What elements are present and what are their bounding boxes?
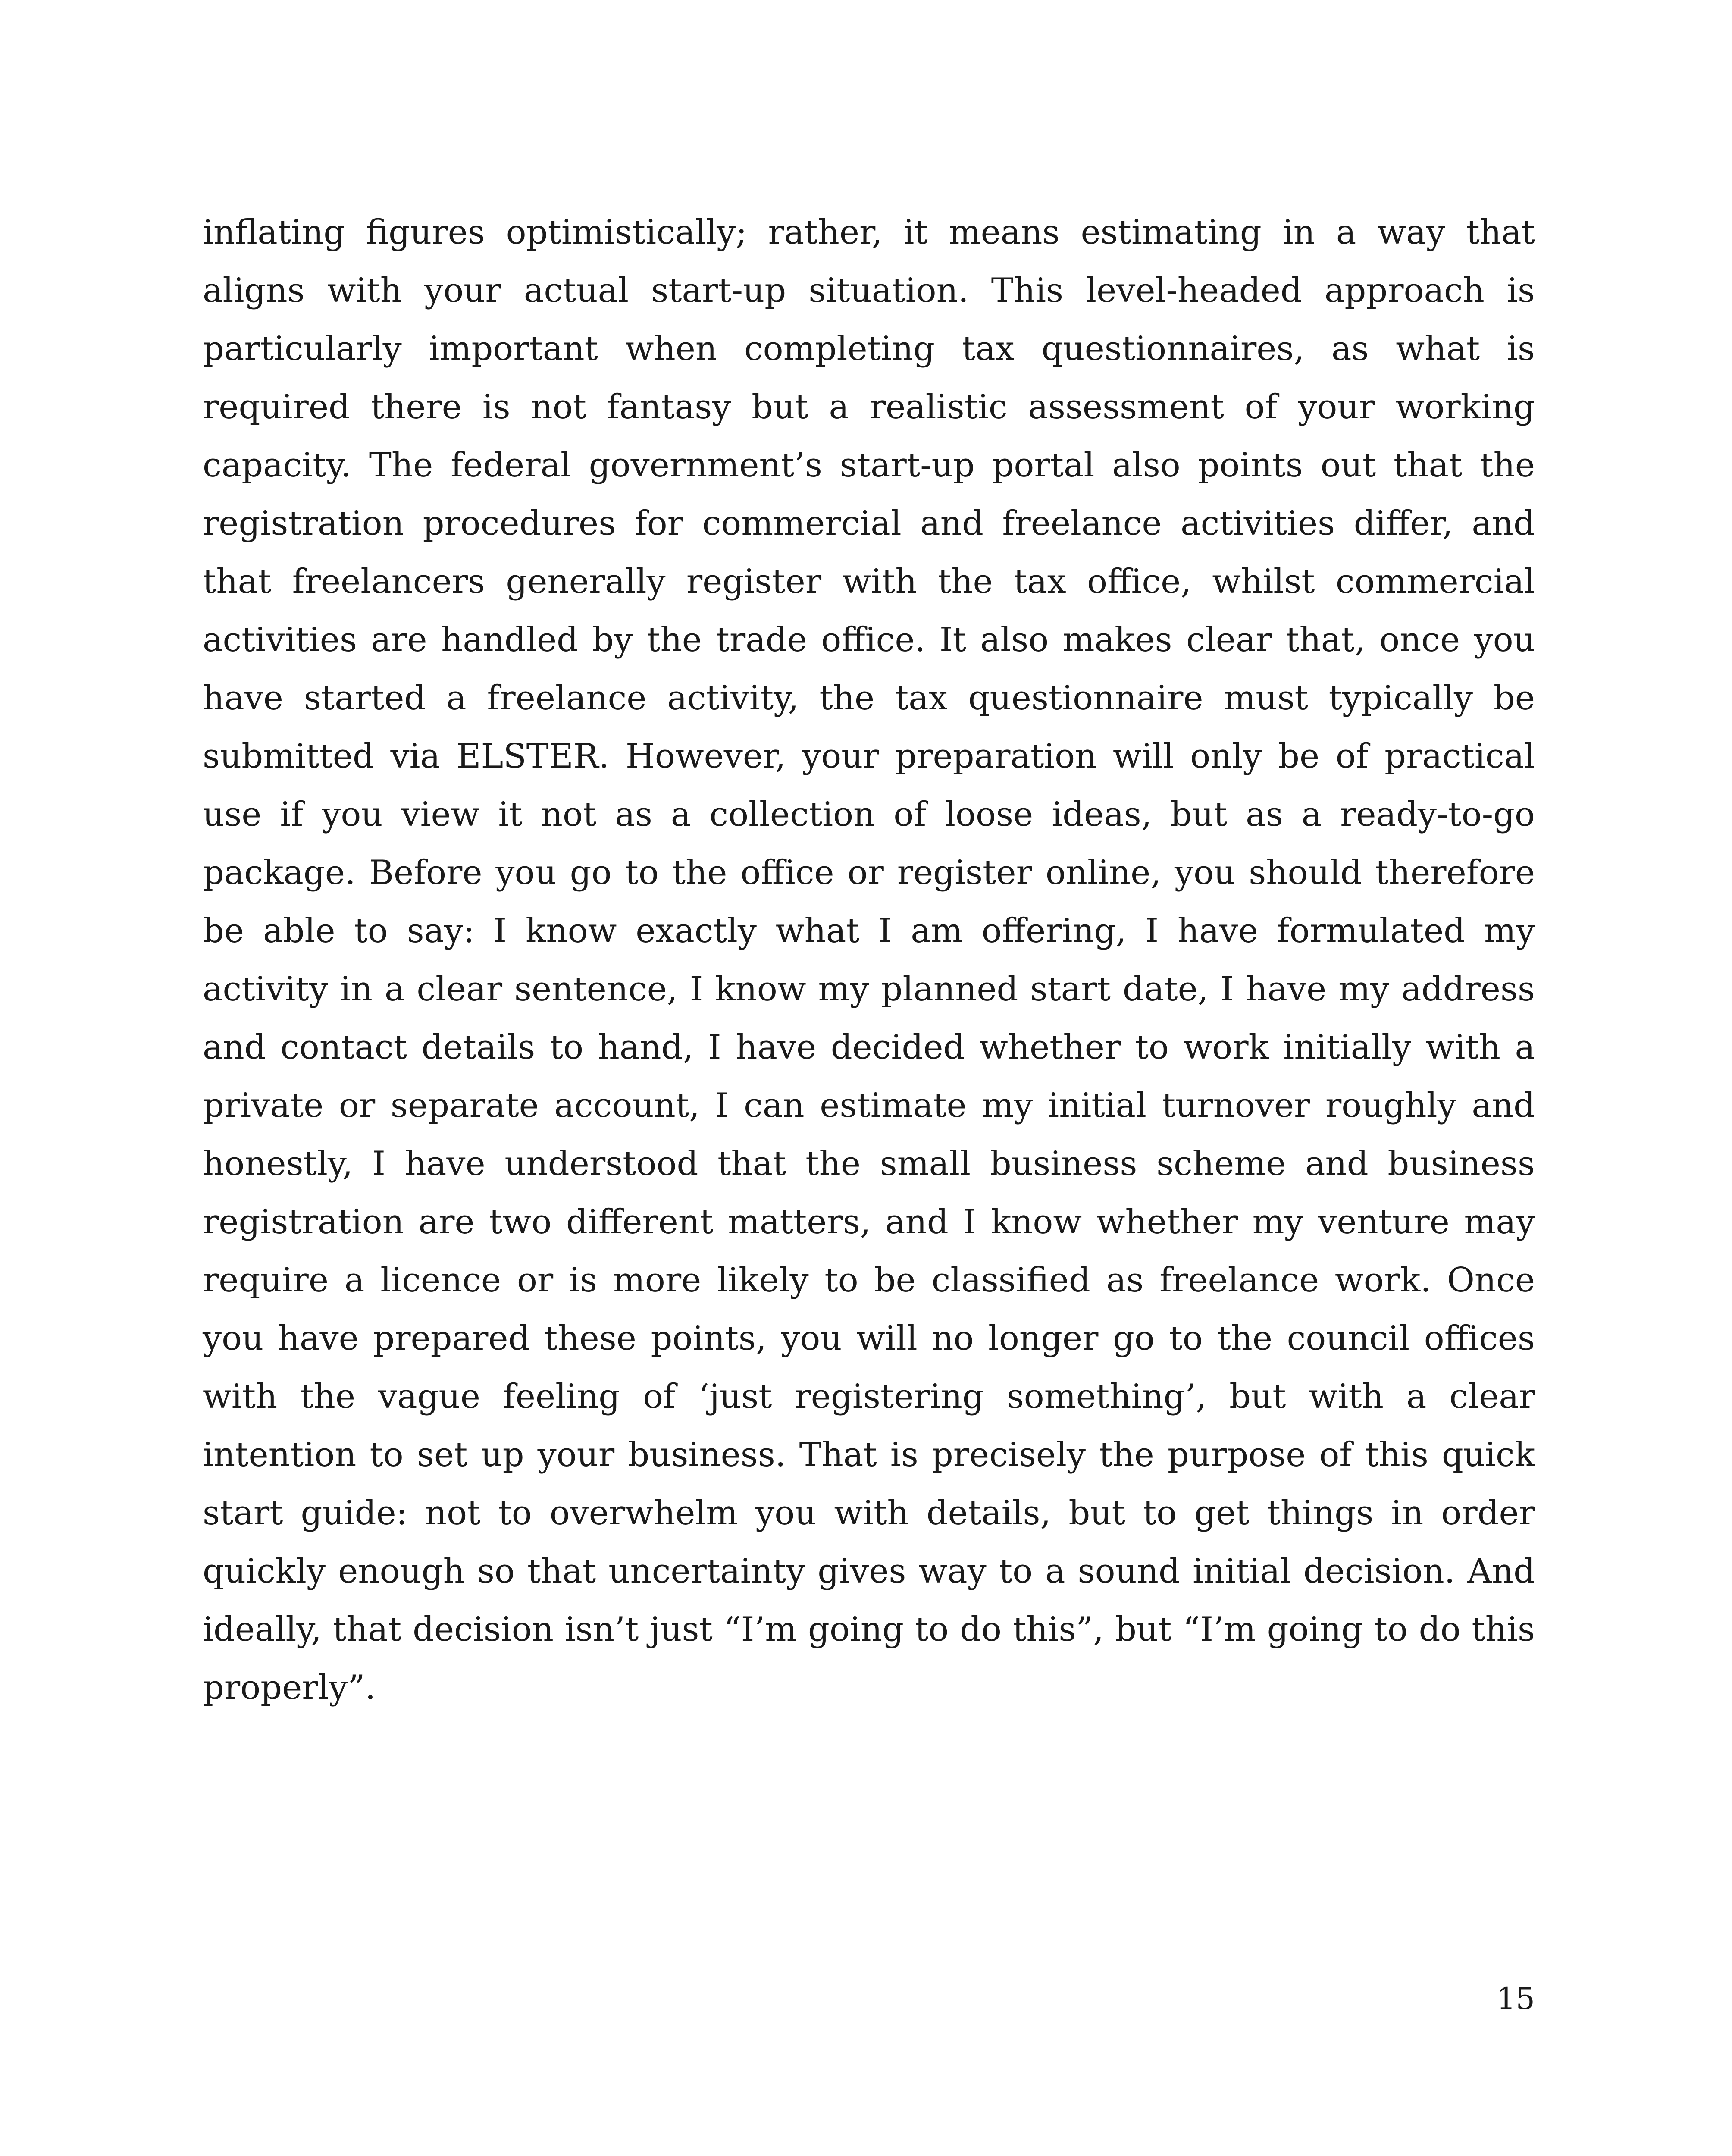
body-paragraph: inflating figures optimistically; rather, it means estimating in a way that aligns with your actual start-up situation. This level-headed approach is particularly important when completing tax questionnaires, as what is required there is not fantasy but a realistic assessment of your working capacity. The federal government’s start-up portal also points out that the registration procedures for commercial and freelance activities differ, and that freelancers generally register with the tax office, whilst commercial activities are handled by the trade office. It also makes clear that, once you have started a freelance activity, the tax questionnaire must typically be submitted via ELSTER. However, your preparation will only be of practical use if you view it not as a collection of loose ideas, but as a ready-to-go package. Before you go to the office or register online, you should therefore be able to say: I know exactly what I am offering, I have formulated my activity in a clear sentence, I know my planned start date, I have my address and contact details to hand, I have decided whether to work initially with a private or separate account, I can estimate my initial turnover roughly and honestly, I have understood that the small business scheme and business registration are two different matters, and I know whether my venture may require a licence or is more likely to be classified as freelance work. Once you have prepared these points, you will no longer go to the council offices with the vague feeling of ‘just registering something’, but with a clear intention to set up your business. That is precisely the purpose of this quick start guide: not to overwhelm you with details, but to get things in order quickly enough so that uncertainty gives way to a sound initial decision. And ideally, that decision isn’t just “I’m going to do this”, but “I’m going to do this properly”.: [203, 213, 1535, 1707]
page-number: 15: [1496, 1981, 1535, 2016]
